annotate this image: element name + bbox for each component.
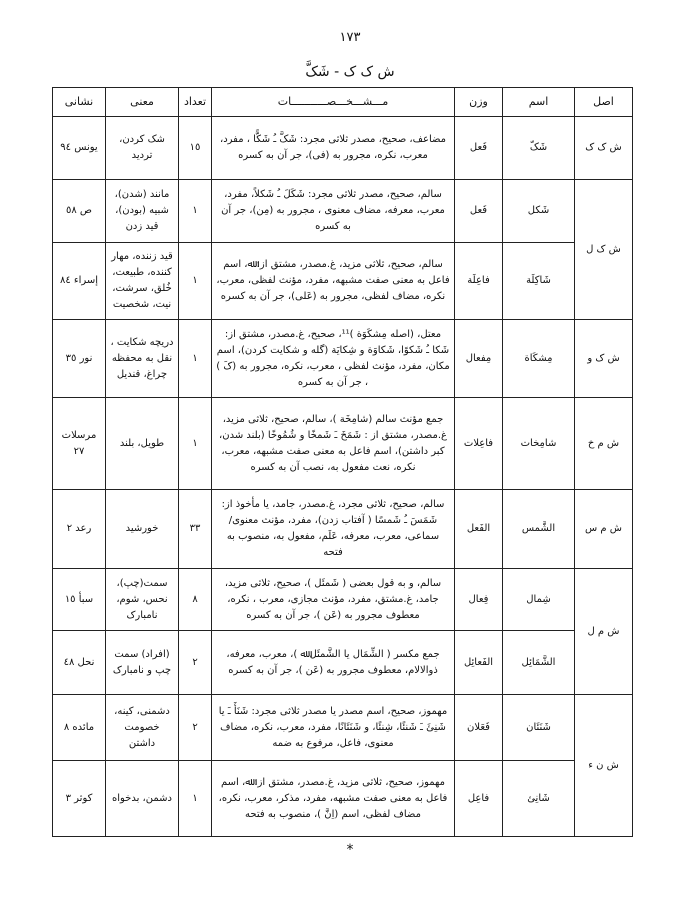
cell-tedad: ٣٣: [179, 490, 212, 569]
cell-ism: شَاکِلَة: [503, 243, 575, 320]
cell-asl: ش ن ء: [575, 695, 633, 837]
cell-neshani: یونس ٩٤: [53, 117, 106, 180]
cell-neshani: نور ٣٥: [53, 320, 106, 398]
cell-tedad: ٢: [179, 695, 212, 761]
cell-desc: جمع مؤنث سالم (شامِخَة )، سالم، صحیح، ثلاثی مزید، غ.مصدر، مشتق از : شَمَخَ ـَ شَمخًا و شُمُوخًا (بلند شدن، کبر داشتن)، اسم فاعل به معنی صفت مشبهه، معرب، نکره، نعت مفعول به، نصب آن به کسره: [212, 398, 455, 490]
cell-asl: ش ک ل: [575, 180, 633, 320]
cell-wazn: الفَعل: [455, 490, 503, 569]
cell-mana: قید زننده، مهار کننده، طبیعت، خُلق، سرشت، نیت، شخصیت: [106, 243, 179, 320]
table-row: [53, 398, 633, 490]
table-row: [53, 243, 633, 320]
cell-neshani: ص ٥٨: [53, 180, 106, 243]
table-row: [53, 569, 633, 631]
cell-tedad: ١: [179, 180, 212, 243]
cell-mana: دشمنی، کینه، خصومت داشتن: [106, 695, 179, 761]
table-row: [53, 117, 633, 180]
table-row: [53, 631, 633, 695]
cell-desc: معتل، (اصله مِشکَوَة )¹¹، صحیح، غ.مصدر، مشتق از: شَکا ـُ شَکوًا، شَکاوَة و شِکایَة (گله و شکایت کردن)، اسم مکان، مفرد، مؤنث لفظی ، معرب، نکره، مجرور به (کَ ) ، جر آن به کسره: [212, 320, 455, 398]
header-neshani: نشانی: [53, 88, 106, 117]
header-moshakhasat: مـــشـــخـــصـــــــــــات: [212, 88, 455, 117]
cell-tedad: ١: [179, 398, 212, 490]
cell-mana: مانند (شدن)، شبیه (بودن)، قید زدن: [106, 180, 179, 243]
cell-ism: شَنَئَان: [503, 695, 575, 761]
cell-desc: مضاعف، صحیح، مصدر ثلاثی مجرد: شَکَّ ـُ شَکًّا ، مفرد، معرب، نکره، مجرور به (فی)، جر آن به کسره: [212, 117, 455, 180]
cell-neshani: سبأ ١٥: [53, 569, 106, 631]
table-row: [53, 180, 633, 243]
cell-asl: ش ک ک: [575, 117, 633, 180]
page-title: ش ک ک - شَکَّ: [305, 64, 395, 80]
cell-ism: شَانِئ: [503, 761, 575, 837]
cell-desc: مهموز، صحیح، ثلاثی مزید، غ.مصدر، مشتق از: ﷲ، اسم فاعل به معنی صفت مشبهه، مفرد، مذکر، معرب، نکره، مضاف لفظی، اسم (اِنَّ )، منصوب به فتحه: [212, 761, 455, 837]
cell-ism: الشَّمَائِل: [503, 631, 575, 695]
cell-desc: سالم، و به قول بعضی ( شَمئَل )، صحیح، ثلاثی مزید، جامد، غ.مشتق، مفرد، مؤنث مجازی، معرب ، نکره، معطوف مجرور به (عَن )، جر آن به کسره: [212, 569, 455, 631]
cell-wazn: فِعال: [455, 569, 503, 631]
cell-desc: سالم، صحیح، ثلاثی مجرد، غ.مصدر، جامد، یا مأخوذ از: شَمَسَ ـُ شَمسًا ( آفتاب زدن)، مفرد، مؤنث معنوی/سماعی، معرب، معرفه، عَلَم، مفعول به، منصوب به فتحه: [212, 490, 455, 569]
cell-ism: مِشکَاة: [503, 320, 575, 398]
table-row: [53, 490, 633, 569]
cell-mana: دریچه شکایت ، نقل به محفظه چراغ، قندیل: [106, 320, 179, 398]
table-row: [53, 761, 633, 837]
cell-desc: سالم، صحیح، ثلاثی مزید، غ.مصدر، مشتق از: ﷲ، اسم فاعل به معنی صفت مشبهه، مفرد، مؤنث لفظی، معرب، نکره، مضاف لفظی، مجرور به (عَلی)، جر آن به کسره: [212, 243, 455, 320]
cell-desc: سالم، صحیح، مصدر ثلاثی مجرد: شَکَلَ ـُ شَکلاً، مفرد، معرب، معرفه، مضاف معنوی ، مجرور به (مِن)، جر آن به کسره: [212, 180, 455, 243]
table-row: [53, 320, 633, 398]
cell-wazn: فَعل: [455, 117, 503, 180]
header-ism: اسم: [503, 88, 575, 117]
cell-asl: ش م س: [575, 490, 633, 569]
header-mana: معنی: [106, 88, 179, 117]
cell-tedad: ٨: [179, 569, 212, 631]
cell-mana: (افراد) سمت چپ و نامبارک: [106, 631, 179, 695]
cell-tedad: ٢: [179, 631, 212, 695]
cell-asl: ش م خ: [575, 398, 633, 490]
header-asl: اصل: [575, 88, 633, 117]
cell-mana: شک کردن، تردید: [106, 117, 179, 180]
table-header-row: [53, 88, 633, 117]
cell-neshani: نحل ٤٨: [53, 631, 106, 695]
cell-desc: مهموز، صحیح، اسم مصدر یا مصدر ثلاثی مجرد: شَنَأَ ـَ یا شَنِئَ ـَ شَنئًا، شِنئًا، و شَنَئَانًا، مفرد، معرب، نکره، مضاف معنوی، فاعل، مرفوع به ضمه: [212, 695, 455, 761]
page-number: ١٧٣: [339, 30, 361, 45]
cell-ism: شِمال: [503, 569, 575, 631]
cell-mana: دشمن، بدخواه: [106, 761, 179, 837]
cell-wazn: فاعِلَة: [455, 243, 503, 320]
cell-ism: شامِخات: [503, 398, 575, 490]
cell-wazn: الفَعائِل: [455, 631, 503, 695]
cell-neshani: إسراء ٨٤: [53, 243, 106, 320]
cell-wazn: مِفعال: [455, 320, 503, 398]
cell-mana: سمت(چپ)، نحس، شوم، نامبارک: [106, 569, 179, 631]
cell-desc: جمع مکسر ( الشِّمَال یا الشَّمئَل ﷲ )، معرب، معرفه، ذوالالام، معطوف مجرور به (عَن )، جر آن به کسره: [212, 631, 455, 695]
cell-wazn: فاعِلات: [455, 398, 503, 490]
cell-neshani: رعد ٢: [53, 490, 106, 569]
cell-ism: شَکّ: [503, 117, 575, 180]
cell-mana: خورشید: [106, 490, 179, 569]
cell-tedad: ١: [179, 320, 212, 398]
cell-neshani: کوثر ٣: [53, 761, 106, 837]
table-row: [53, 695, 633, 761]
cell-neshani: مرسلات ٢٧: [53, 398, 106, 490]
cell-wazn: فَعَلان: [455, 695, 503, 761]
header-wazn: وزن: [455, 88, 503, 117]
cell-neshani: مائده ٨: [53, 695, 106, 761]
cell-tedad: ١٥: [179, 117, 212, 180]
cell-wazn: فَعل: [455, 180, 503, 243]
cell-mana: طویل، بلند: [106, 398, 179, 490]
cell-asl: ش ک و: [575, 320, 633, 398]
cell-wazn: فاعِل: [455, 761, 503, 837]
cell-ism: شَکل: [503, 180, 575, 243]
word-table: [52, 87, 633, 837]
header-tedad: تعداد: [179, 88, 212, 117]
cell-tedad: ١: [179, 761, 212, 837]
cell-tedad: ١: [179, 243, 212, 320]
footnote-marker: *: [346, 842, 354, 858]
cell-asl: ش م ل: [575, 569, 633, 695]
cell-ism: الشَّمس: [503, 490, 575, 569]
